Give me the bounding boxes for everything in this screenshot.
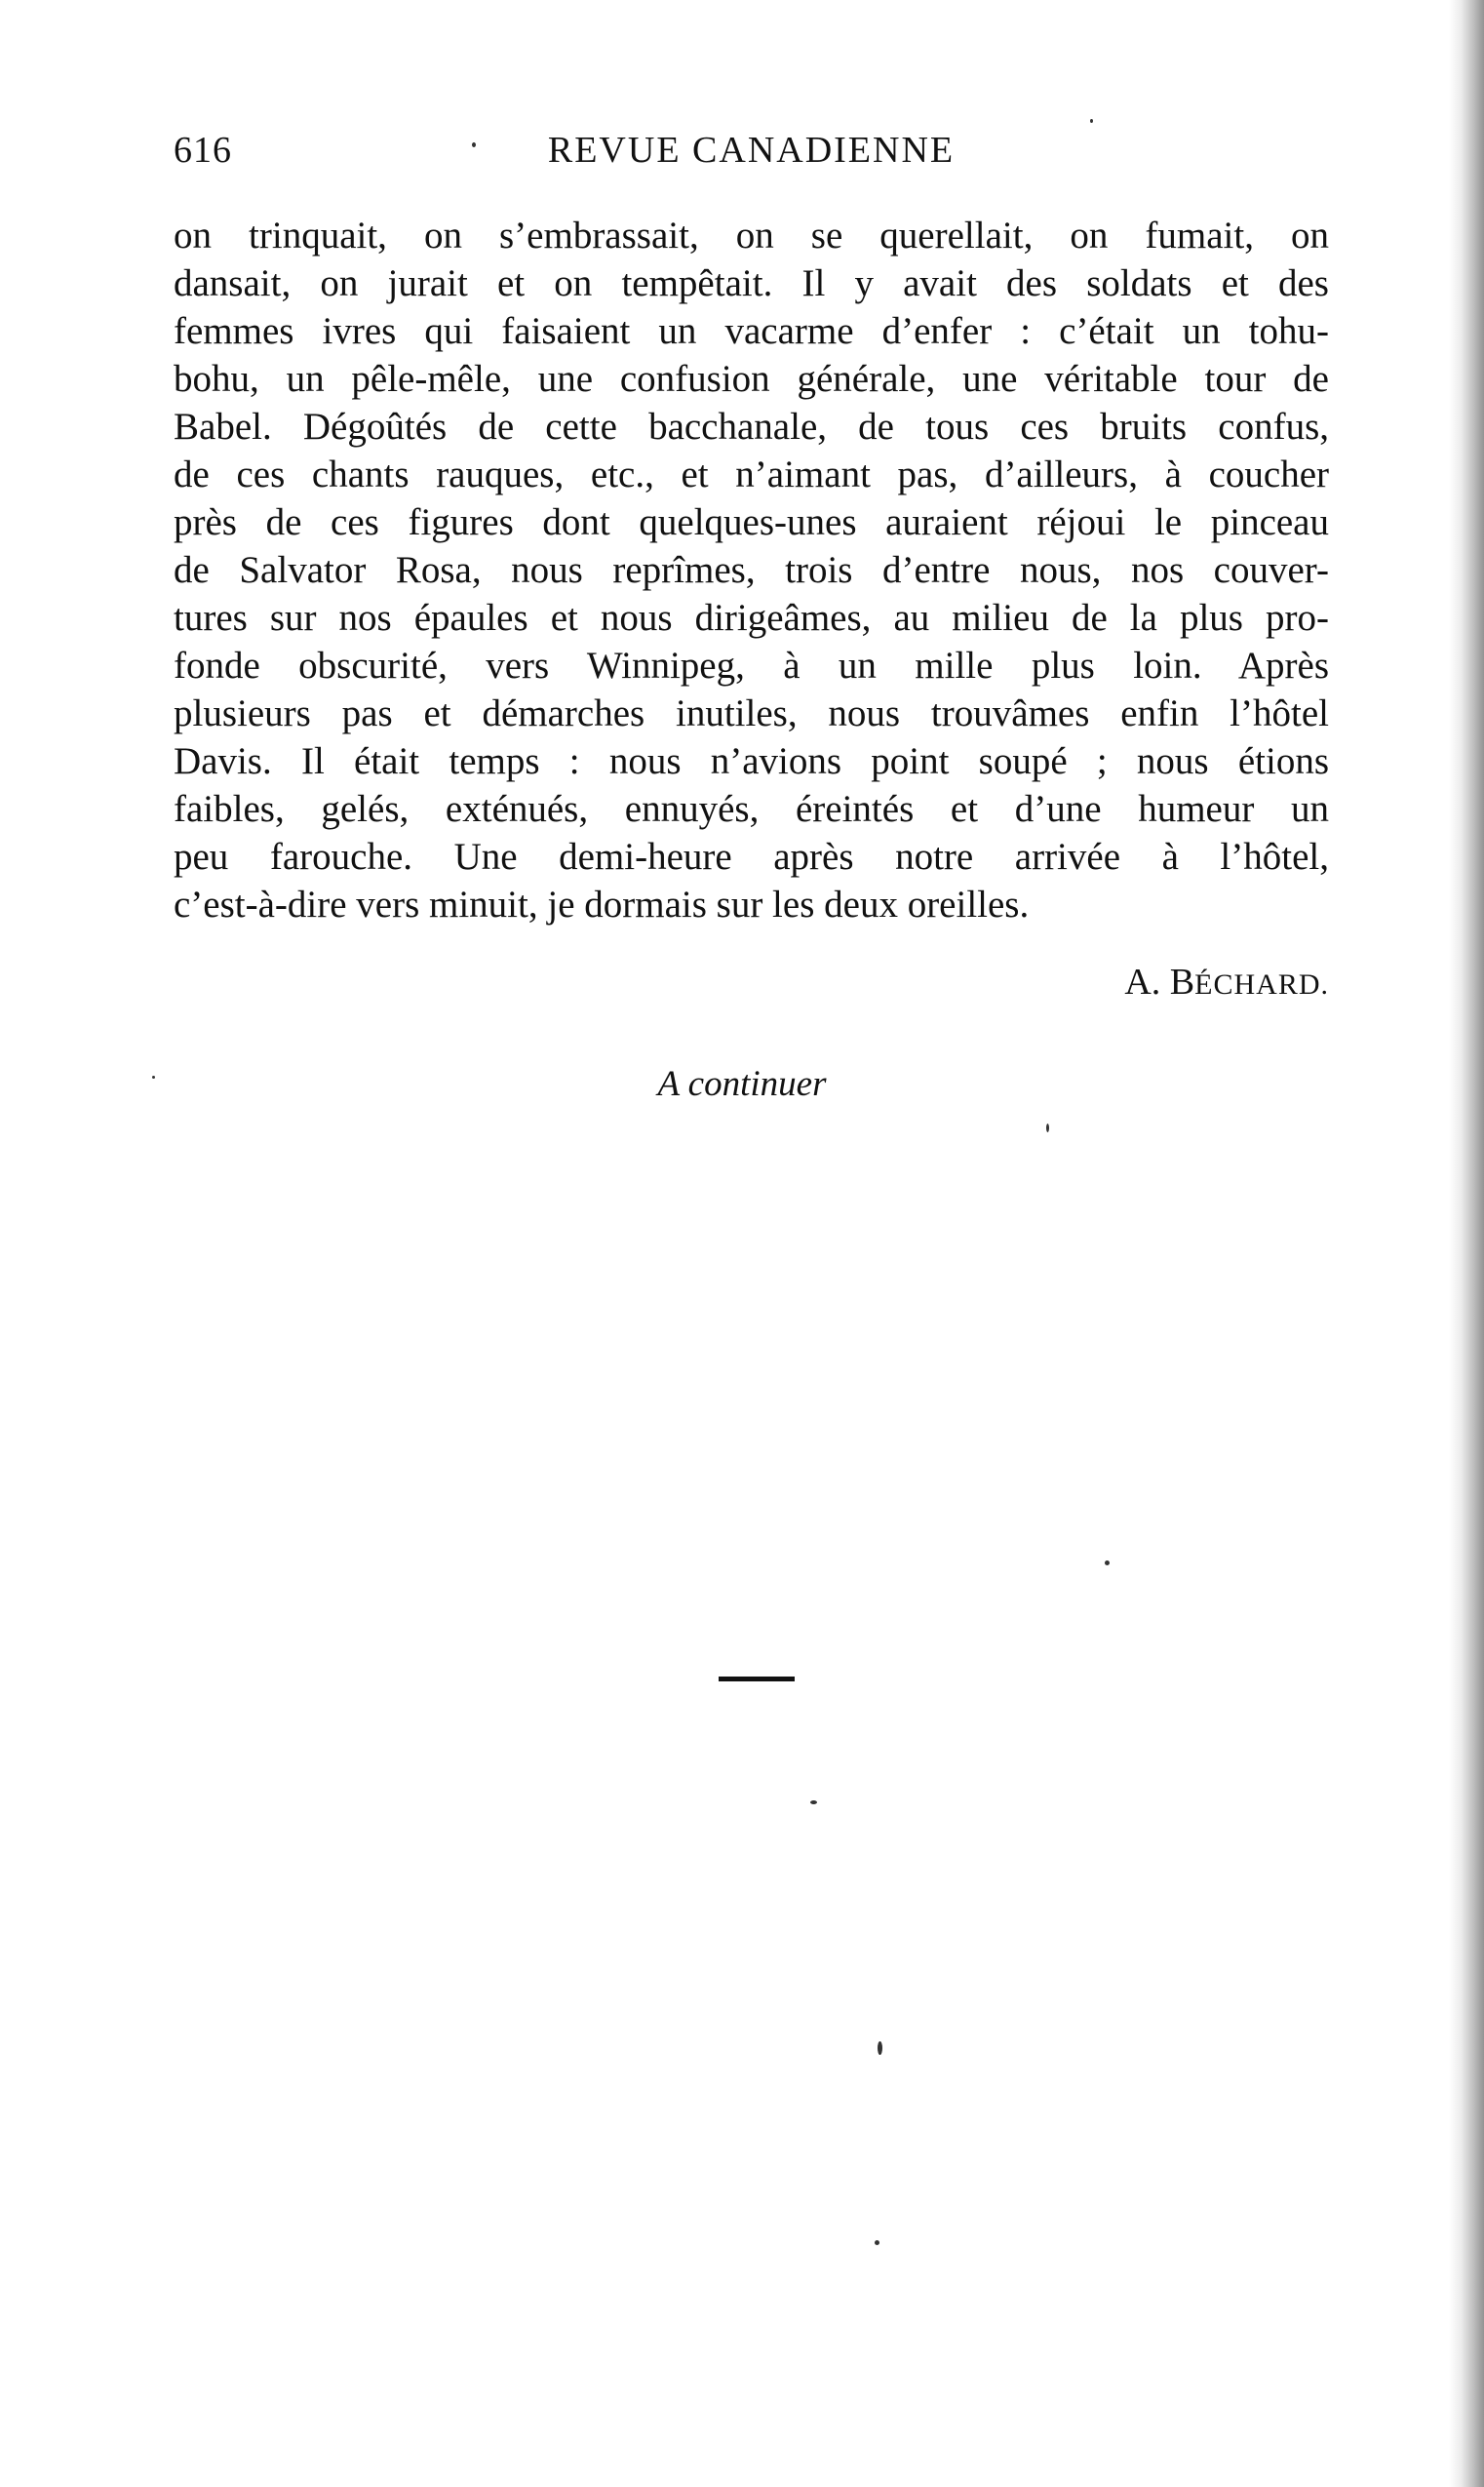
body-paragraph <box>174 212 1329 928</box>
print-speck <box>472 142 476 147</box>
print-speck <box>152 1076 155 1079</box>
text-line: on trinquait, on s’embrassait, on se querellait, on fumait, on <box>174 215 1329 257</box>
continuation-note: A continuer <box>657 1064 827 1104</box>
text-line: femmes ivres qui faisaient un vacarme d’enfer : c’était un tohu- <box>174 310 1329 352</box>
print-speck <box>875 2240 879 2245</box>
running-head <box>174 129 1329 187</box>
text-line: dansait, on jurait et on tempêtait. Il y avait des soldats et des <box>174 262 1329 304</box>
text-line: plusieurs pas et démarches inutiles, nous trouvâmes enfin l’hôtel <box>174 692 1329 734</box>
text-line: faibles, gelés, exténués, ennuyés, éreintés et d’une humeur un <box>174 788 1329 830</box>
text-line: tures sur nos épaules et nous dirigeâmes, au milieu de la plus pro- <box>174 597 1329 639</box>
signature-initial: A. B <box>1124 962 1195 1003</box>
print-speck <box>878 2041 882 2055</box>
print-speck <box>1046 1124 1049 1132</box>
text-line: fonde obscurité, vers Winnipeg, à un mille plus loin. Après <box>174 645 1329 687</box>
text-line: Davis. Il était temps : nous n’avions point soupé ; nous étions <box>174 740 1329 782</box>
text-line: près de ces figures dont quelques-unes auraient réjoui le pinceau <box>174 501 1329 543</box>
text-line: peu farouche. Une demi-heure après notre arrivée à l’hôtel, <box>174 836 1329 878</box>
print-speck <box>1090 119 1093 123</box>
print-speck <box>810 1800 817 1804</box>
text-line: de ces chants rauques, etc., et n’aimant pas, d’ailleurs, à coucher <box>174 454 1329 495</box>
author-signature <box>1124 961 1329 1004</box>
text-line: de Salvator Rosa, nous reprîmes, trois d’entre nous, nos couver- <box>174 549 1329 591</box>
text-line: c’est-à-dire vers minuit, je dormais sur les deux oreilles. <box>174 884 1030 926</box>
journal-title: REVUE CANADIENNE <box>547 130 956 171</box>
print-speck <box>1105 1560 1110 1565</box>
page-edge-shadow <box>1449 0 1484 2487</box>
text-line: bohu, un pêle-mêle, une confusion générale, une véritable tour de <box>174 358 1329 400</box>
page-number: 616 <box>174 130 232 171</box>
end-rule-divider <box>719 1677 795 1681</box>
text-line: Babel. Dégoûtés de cette bacchanale, de tous ces bruits confus, <box>174 406 1329 448</box>
signature-surname: ÉCHARD. <box>1194 968 1329 1001</box>
